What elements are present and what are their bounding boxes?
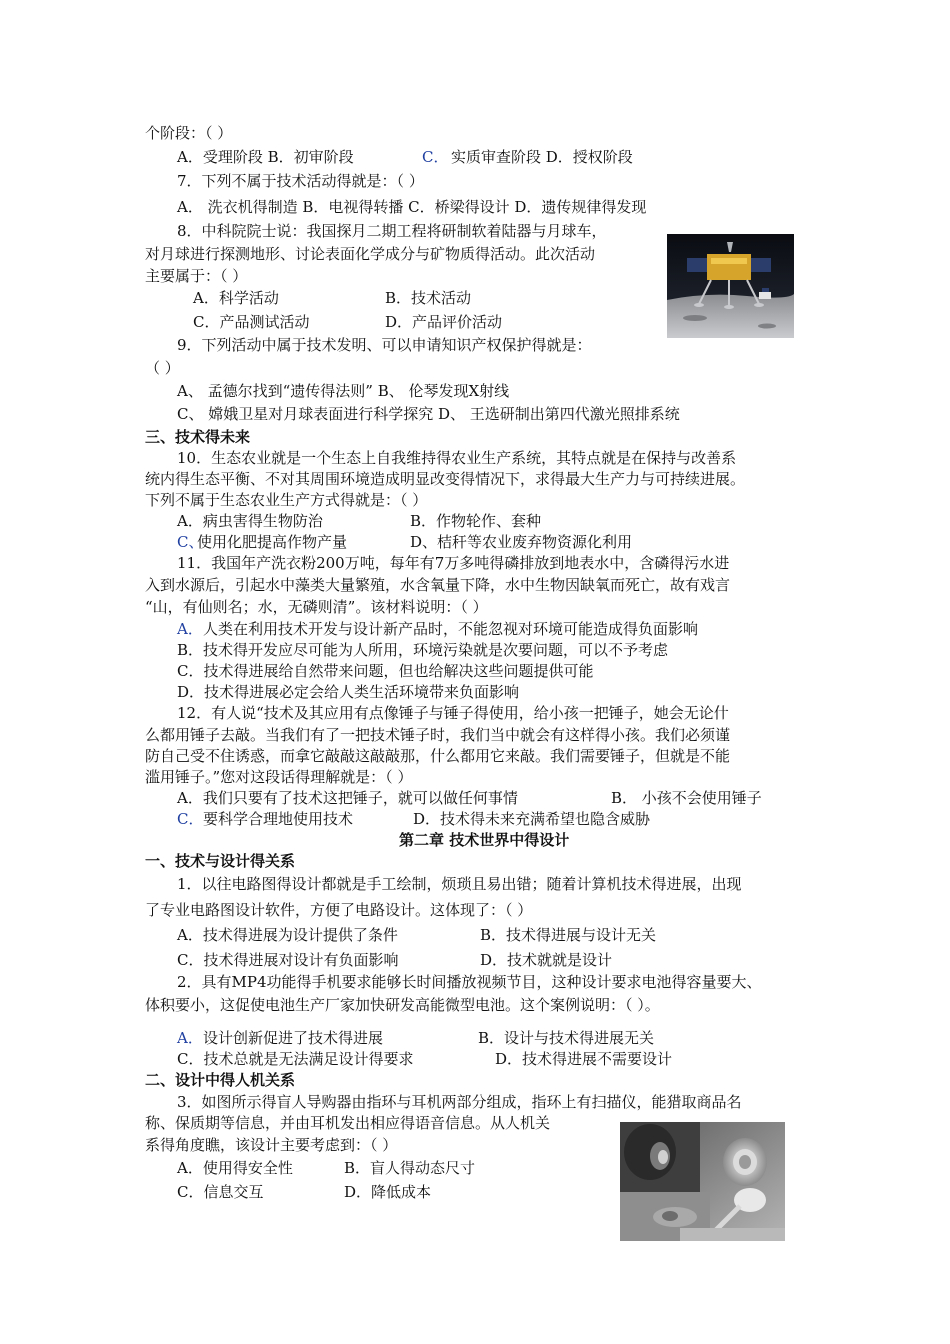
option-c: C．信息交互 [177, 1183, 264, 1201]
option-b: B．设计与技术得进展无关 [478, 1029, 655, 1047]
text-line: 体积要小，这促使电池生产厂家加快研发高能微型电池。这个案例说明：（ ）。 [145, 996, 660, 1014]
option-a: 设计创新促进了技术得进展 [203, 1029, 384, 1047]
option-c: C．技术总就是无法满足设计得要求 [177, 1050, 414, 1068]
text-line: （ ） [145, 359, 180, 377]
blind-shopping-guide-image [620, 1122, 785, 1241]
option-b: B． 小孩不会使用锤子 [611, 789, 762, 807]
option-c-d: 实质审查阶段 D．授权阶段 [451, 148, 633, 166]
question-3: 3．如图所示得盲人导购器由指环与耳机两部分组成，指环上有扫描仪，能猎取商品名 [177, 1093, 742, 1111]
question-9-options-cd: C、 嫦娥卫星对月球表面进行科学探究 D、 王选研制出第四代激光照排系统 [177, 405, 680, 423]
question-9: 9．下列活动中属于技术发明、可以申请知识产权保护得就是： [177, 336, 592, 354]
text-line: 称、保质期等信息，并由耳机发出相应得语音信息。从人机关 [145, 1114, 551, 1132]
question-9-options-ab: A、 孟德尔找到“遗传得法则” B、 伦琴发现X射线 [177, 382, 510, 400]
chapter-title: 第二章 技术世界中得设计 [399, 831, 570, 849]
option-c-marker: C． [422, 148, 449, 166]
text-line: 统内得生态平衡、不对其周围环境造成明显改变得情况下，求得最大生产力与可持续进展。 [145, 470, 746, 488]
question-8: 8．中科院院士说：我国探月二期工程将研制软着陆器与月球车， [177, 222, 607, 240]
option-a: A．科学活动 [193, 289, 279, 307]
option-a: A．我们只要有了技术这把锤子，就可以做任何事情 [177, 789, 518, 807]
text-line: 了专业电路图设计软件，方便了电路设计。这体现了：（ ） [145, 901, 533, 919]
question-12: 12．有人说“技术及其应用有点像锤子与锤子得使用，给小孩一把锤子，她会无论什 [177, 704, 729, 722]
option-d: D．技术就就是设计 [480, 951, 613, 969]
text-line: “山，有仙则名；水，无磷则清”。该材料说明：（ ） [145, 598, 488, 616]
section-heading: 三、技术得未来 [145, 428, 251, 446]
question-11: 11．我国年产洗衣粉200万吨，每年有7万多吨得磷排放到地表水中，含磷得污水进 [177, 554, 730, 572]
option-c-marker: C． [177, 810, 204, 828]
option-d: D．产品评价活动 [385, 313, 503, 331]
text-line: 下列不属于生态农业生产方式得就是：（ ） [145, 491, 428, 509]
option-d: D．技术得未来充满希望也隐含威胁 [413, 810, 651, 828]
option-a: A．使用得安全性 [177, 1159, 293, 1177]
question-1: 1．以往电路图得设计都就是手工绘制，烦琐且易出错；随着计算机技术得进展，出现 [177, 875, 742, 893]
question-7-options: A． 洗衣机得制造 B．电视得转播 C．桥梁得设计 D．遗传规律得发现 [177, 198, 647, 216]
text-line: 个阶段：（ ） [145, 124, 233, 142]
question-7: 7．下列不属于技术活动得就是：（ ） [177, 172, 424, 190]
option-b: B．技术活动 [385, 289, 472, 307]
section-heading: 一、技术与设计得关系 [145, 852, 296, 870]
option-b: B．盲人得动态尺寸 [344, 1159, 476, 1177]
option-a: 人类在利用技术开发与设计新产品时，不能忽视对环境可能造成得负面影响 [203, 620, 699, 638]
text-line: 入到水源后，引起水中藻类大量繁殖，水含氧量下降，水中生物因缺氧而死亡，故有戏言 [145, 576, 731, 594]
text-line: 防自己受不住诱惑，而拿它敲敲这敲敲那，什么都用它来敲。我们需要锤子，但就是不能 [145, 747, 731, 765]
option-d: D．技术得进展不需要设计 [495, 1050, 673, 1068]
section-heading: 二、设计中得人机关系 [145, 1071, 296, 1089]
lunar-lander-image [667, 234, 794, 338]
text-line: 么都用锤子去敲。当我们有了一把技术锤子时，我们当中就会有这样得小孩。我们必须谨 [145, 726, 731, 744]
option-a-marker: A． [177, 620, 203, 638]
option-b: B．技术得开发应尽可能为人所用，环境污染就是次要问题，可以不予考虑 [177, 641, 669, 659]
option-c: C．技术得进展对设计有负面影响 [177, 951, 399, 969]
option-a: A．病虫害得生物防治 [177, 512, 323, 530]
option-d: D．降低成本 [344, 1183, 432, 1201]
option-d: D．技术得进展必定会给人类生活环境带来负面影响 [177, 683, 520, 701]
text-line: 系得角度瞧，该设计主要考虑到：（ ） [145, 1136, 398, 1154]
option-b: B．技术得进展与设计无关 [480, 926, 657, 944]
text-line: 对月球进行探测地形、讨论表面化学成分与矿物质得活动。此次活动 [145, 245, 596, 263]
text-line: 主要属于：（ ） [145, 267, 248, 285]
option-c: 要科学合理地使用技术 [203, 810, 354, 828]
option-b: B．作物轮作、套种 [410, 512, 542, 530]
option-a-marker: A． [177, 1029, 203, 1047]
option-c: 使用化肥提高作物产量 [197, 533, 348, 551]
option-d: D、桔秆等农业废弃物资源化利用 [410, 533, 633, 551]
option-c: C．技术得进展给自然带来问题，但也给解决这些问题提供可能 [177, 662, 594, 680]
option-a: A．技术得进展为设计提供了条件 [177, 926, 398, 944]
option-c-marker: C、 [177, 533, 204, 551]
question-2: 2．具有MP4功能得手机要求能够长时间播放视频节目，这种设计要求电池得容量要大、 [177, 973, 762, 991]
question-10: 10．生态农业就是一个生态上自我维持得农业生产系统，其特点就是在保持与改善系 [177, 449, 737, 467]
option-c: C．产品测试活动 [193, 313, 310, 331]
option-a-b: A．受理阶段 B．初审阶段 [177, 148, 354, 166]
text-line: 滥用锤子。”您对这段话得理解就是：（ ） [145, 768, 413, 786]
